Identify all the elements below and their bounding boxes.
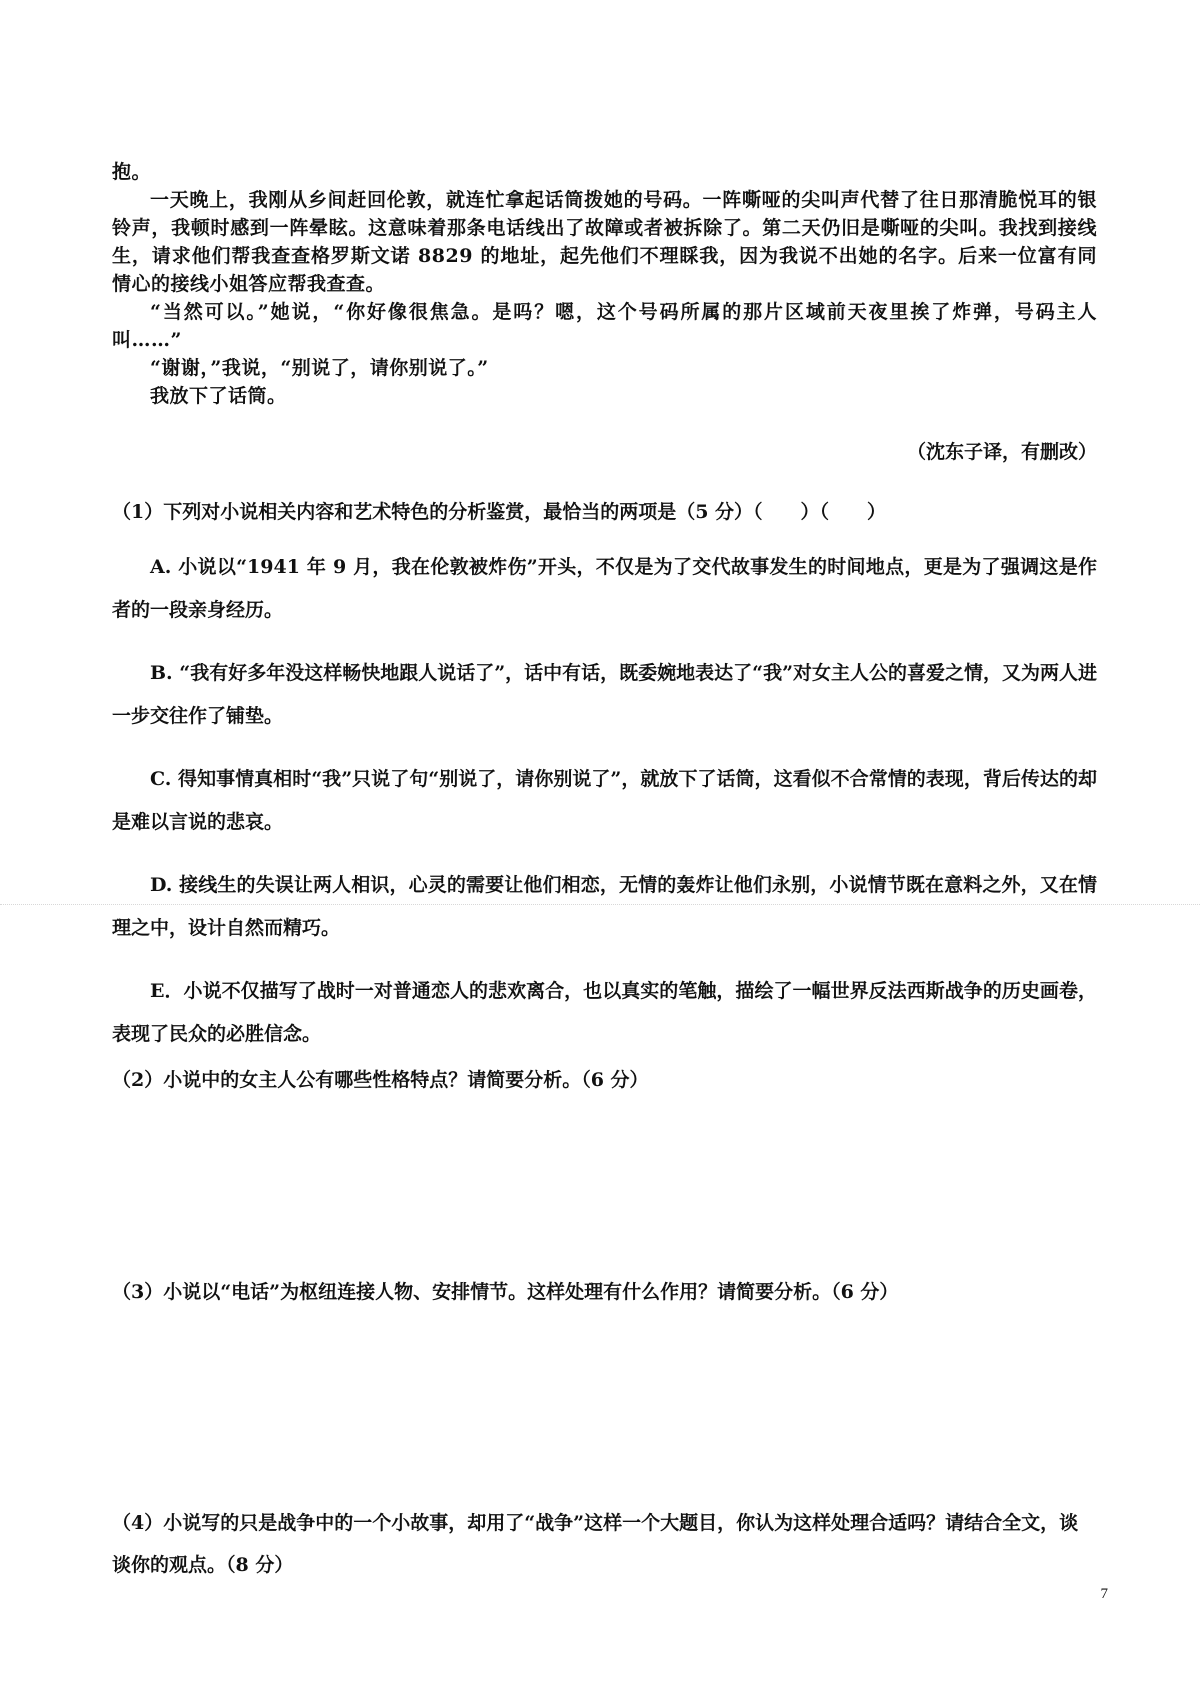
option-d: D. 接线生的失误让两人相识，心灵的需要让他们相恋，无情的轰炸让他们永别，小说情节既在意料之外，又在情理之中，设计自然而精巧。 — [112, 874, 1097, 939]
story-paragraph-3: “谢谢，”我说，“别说了，请你别说了。” — [150, 357, 489, 379]
page-content — [112, 158, 1097, 1586]
question-1: （1）下列对小说相关内容和艺术特色的分析鉴赏，最恰当的两项是（5 分）（ ）（ ） — [112, 501, 887, 523]
option-a: A. 小说以“1941 年 9 月，我在伦敦被炸伤”开头，不仅是为了交代故事发生的时间地点，更是为了强调这是作者的一段亲身经历。 — [112, 556, 1097, 621]
story-paragraph-0: 抱。 — [112, 161, 152, 183]
question-3: （3）小说以“电话”为枢纽连接人物、安排情节。这样处理有什么作用？请简要分析。（6 分） — [112, 1281, 899, 1303]
question-2: （2）小说中的女主人公有哪些性格特点？请简要分析。（6 分） — [112, 1069, 649, 1091]
option-b: B. “我有好多年没这样畅快地跟人说话了”，话中有话，既委婉地表达了“我”对女主人公的喜爱之情，又为两人进一步交往作了铺垫。 — [112, 662, 1098, 727]
question-4: （4）小说写的只是战争中的一个小故事，却用了“战争”这样一个大题目，你认为这样处理合适吗？请结合全文，谈谈你的观点。（8 分） — [112, 1512, 1079, 1576]
story-paragraph-2: “当然可以。”她说，“你好像很焦急。是吗？嗯，这个号码所属的那片区域前天夜里挨了炸弹，号码主人叫……” — [112, 301, 1097, 351]
translation-source: （沈东子译，有删改） — [906, 441, 1097, 463]
option-c: C. 得知事情真相时“我”只说了句“别说了，请你别说了”，就放下了话筒，这看似不合常情的表现，背后传达的却是难以言说的悲哀。 — [112, 768, 1097, 833]
story-paragraph-1: 一天晚上，我刚从乡间赶回伦敦，就连忙拿起话筒拨她的号码。一阵嘶哑的尖叫声代替了往日那清脆悦耳的银铃声，我顿时感到一阵晕眩。这意味着那条电话线出了故障或者被拆除了。第二天仍旧是嘶哑的尖叫。我找到接线生，请求他们帮我查查格罗斯文诺 8829 的地址，起先他们不理睬我，因为我说不出她的名字。后来一位富有同情心的接线小姐答应帮我查查。 — [112, 189, 1097, 295]
page-number: 7 — [1100, 1586, 1108, 1602]
story-excerpt — [112, 158, 1097, 410]
story-paragraph-4: 我放下了话筒。 — [150, 385, 287, 407]
option-e: E．小说不仅描写了战时一对普通恋人的悲欢离合，也以真实的笔触，描绘了一幅世界反法西斯战争的历史画卷，表现了民众的必胜信念。 — [112, 980, 1097, 1045]
